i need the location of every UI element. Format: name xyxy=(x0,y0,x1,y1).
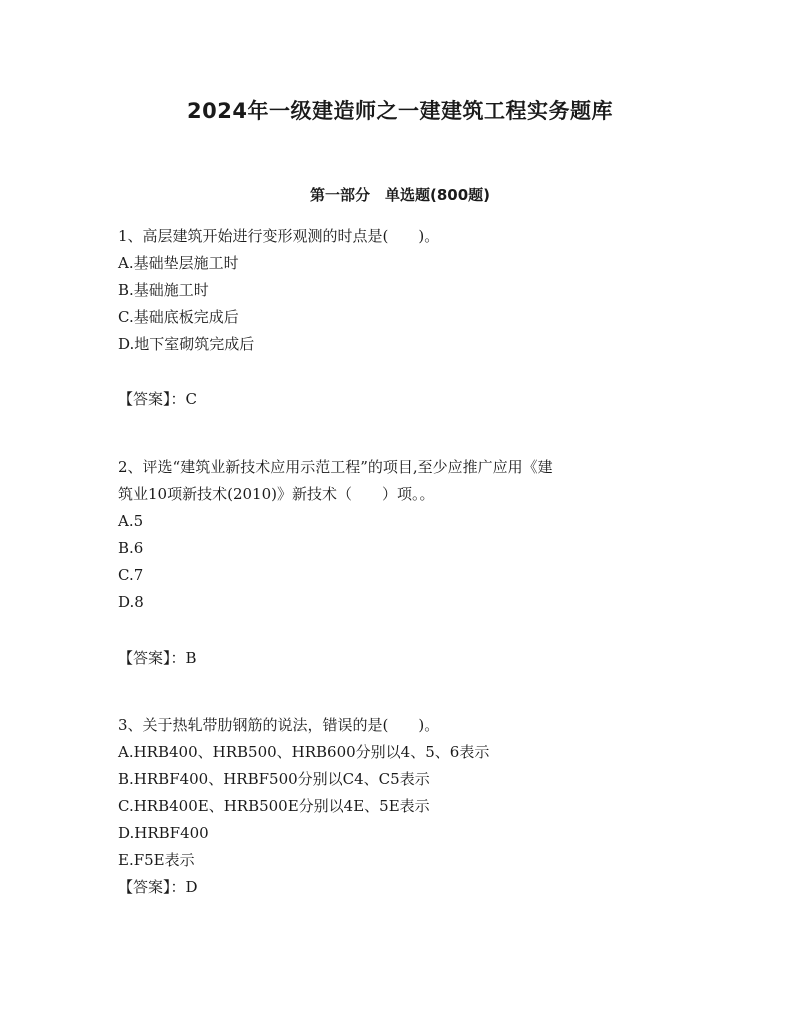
question-2-answer: 【答案】：B xyxy=(118,649,197,667)
question-3-option-b: B.HRBF400、HRBF500分别以C4、C5表示 xyxy=(118,770,430,788)
document-title: 2024年一级建造师之一建建筑工程实务题库 xyxy=(187,99,613,123)
section-heading: 第一部分 单选题(800题) xyxy=(309,186,491,204)
question-2-stem-line-2: 筑业10项新技术(2010)》新技术（ ）项。。 xyxy=(118,485,435,503)
question-1-option-c: C.基础底板完成后 xyxy=(118,308,239,326)
question-3-option-a: A.HRB400、HRB500、HRB600分别以4、5、6表示 xyxy=(118,743,490,761)
question-1-option-b: B.基础施工时 xyxy=(118,281,209,299)
question-3-option-e: E.F5E表示 xyxy=(118,851,195,869)
question-3-option-d: D.HRBF400 xyxy=(118,824,209,842)
question-2-option-d: D.8 xyxy=(118,593,144,611)
question-2-option-b: B.6 xyxy=(118,539,144,557)
question-2-option-a: A.5 xyxy=(118,512,144,530)
question-2-stem-line-1: 2、评选“建筑业新技术应用示范工程”的项目,至少应推广应用《建 xyxy=(118,458,553,476)
question-3-option-c: C.HRB400E、HRB500E分别以4E、5E表示 xyxy=(118,797,430,815)
question-1-stem: 1、高层建筑开始进行变形观测的时点是( )。 xyxy=(118,227,440,245)
question-2-option-c: C.7 xyxy=(118,566,144,584)
question-1-option-d: D.地下室砌筑完成后 xyxy=(118,335,255,353)
question-3-stem: 3、关于热轧带肋钢筋的说法，错误的是( )。 xyxy=(118,716,440,734)
question-1-answer: 【答案】：C xyxy=(118,390,197,408)
question-3-answer: 【答案】：D xyxy=(118,878,198,896)
question-1-option-a: A.基础垫层施工时 xyxy=(118,254,239,272)
